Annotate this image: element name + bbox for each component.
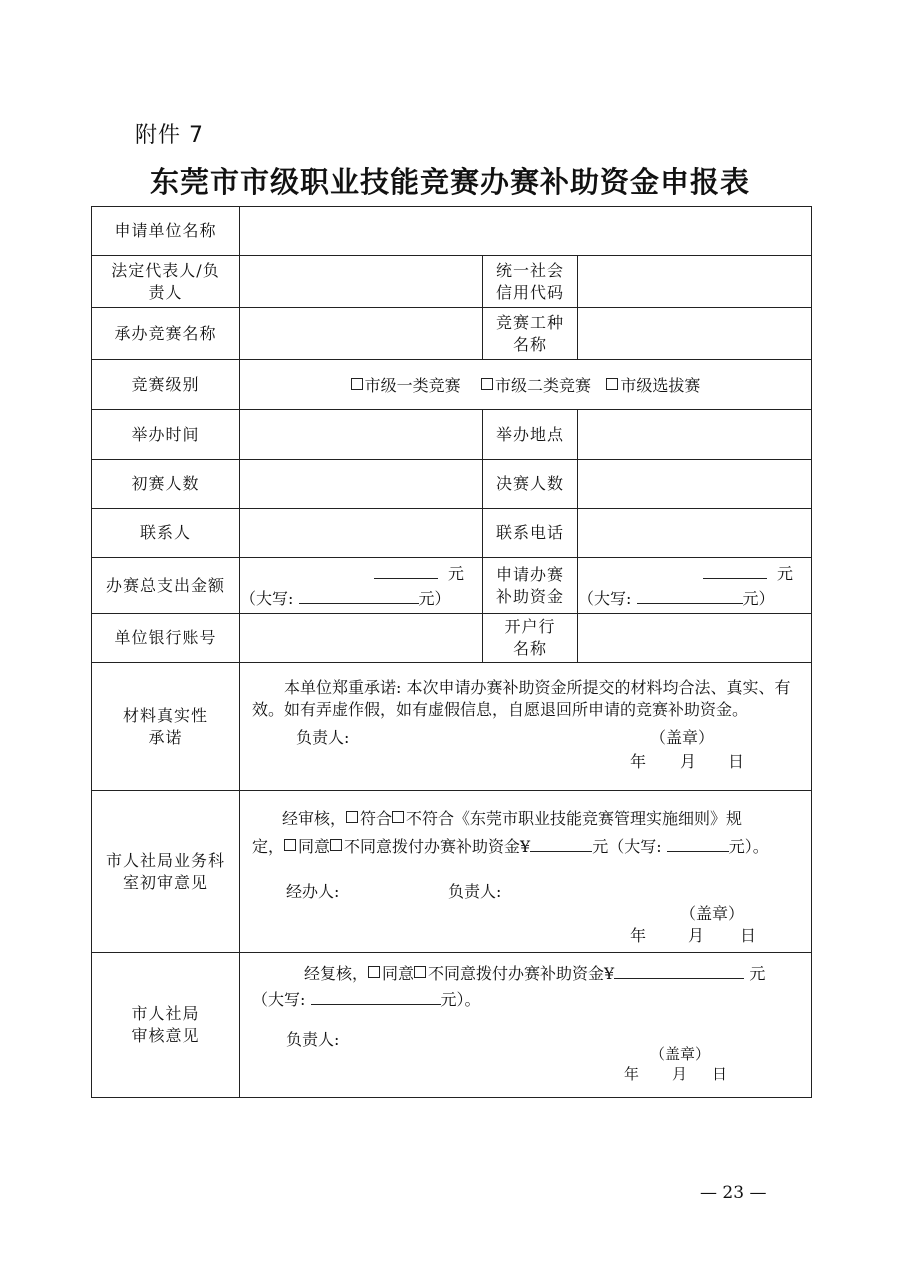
trade-name-field[interactable] <box>578 308 812 360</box>
level-option-3-text: 市级选拔赛 <box>620 376 701 395</box>
subsidy-field[interactable] <box>578 558 812 614</box>
subsidy-words-blank[interactable] <box>637 587 743 604</box>
year-label: 年 <box>624 1065 640 1083</box>
applicant-name-label: 申请单位名称 <box>92 207 240 256</box>
initial-review-label-line2: 室初审意见 <box>122 872 208 892</box>
month-label: 月 <box>680 752 697 771</box>
yuan-unit: 元 <box>777 563 794 583</box>
in-words-suffix: 元） <box>418 588 451 608</box>
row-legal-rep <box>92 256 812 308</box>
legal-rep-label-line2: 责人 <box>148 282 183 302</box>
yuan-unit: 元 <box>749 964 766 983</box>
day-label: 日 <box>728 752 745 771</box>
authenticity-label-line1: 材料真实性 <box>122 705 208 725</box>
contact-label: 联系人 <box>92 509 240 558</box>
bank-name-label <box>483 614 578 663</box>
disagree-pay-text: 不同意拨付办赛补助资金¥ <box>428 964 615 983</box>
credit-code-label-line2: 信用代码 <box>495 282 564 302</box>
final-review-label-line1: 市人社局 <box>131 1004 200 1023</box>
total-expense-amount-blank[interactable] <box>374 562 438 579</box>
agree-text: 同意 <box>298 837 331 856</box>
initial-review-p2-start: 定， <box>252 837 285 856</box>
phone-label: 联系电话 <box>483 509 578 558</box>
subsidy-label-line1: 申请办赛 <box>495 564 564 584</box>
bank-name-field[interactable] <box>578 614 812 663</box>
year-label: 年 <box>630 926 647 945</box>
subsidy-amount-blank[interactable] <box>703 562 767 579</box>
final-review-content <box>240 953 812 1098</box>
level-options <box>240 360 812 410</box>
legal-rep-label-line1: 法定代表人/负 <box>111 260 220 280</box>
bank-name-label-line1: 开户行 <box>504 617 556 636</box>
month-label: 月 <box>672 1065 688 1083</box>
seal-label: （盖章） <box>650 728 715 747</box>
seal-label: （盖章） <box>650 1045 711 1063</box>
level-option-2[interactable] <box>481 376 591 395</box>
yuan-close: 元）。 <box>728 837 769 856</box>
row-applicant <box>92 207 812 256</box>
row-amounts <box>92 558 812 614</box>
authenticity-label <box>92 663 240 791</box>
applicant-name-field[interactable] <box>240 207 812 256</box>
level-option-1-text: 市级一类竞赛 <box>364 376 461 395</box>
form-title: 东莞市市级职业技能竞赛办赛补助资金申报表 <box>149 165 750 199</box>
day-label: 日 <box>740 926 757 945</box>
authenticity-label-line2: 承诺 <box>148 727 183 747</box>
initial-amount-blank[interactable] <box>530 835 592 852</box>
row-level <box>92 360 812 410</box>
legal-rep-label <box>92 256 240 308</box>
not-conform-text: 不符合《东莞市职业技能竞赛管理实施细则》规 <box>406 809 743 828</box>
checkbox-icon[interactable] <box>330 839 342 851</box>
day-label: 日 <box>712 1065 728 1083</box>
handler-label: 经办人: <box>286 882 340 901</box>
disagree-pay-text: 不同意拨付办赛补助资金¥ <box>344 837 531 856</box>
final-review-label-line2: 审核意见 <box>131 1026 200 1045</box>
row-counts <box>92 460 812 509</box>
final-review-p1: 经复核， <box>304 964 369 983</box>
final-words-open: （大写: <box>252 990 306 1009</box>
responsible-person-label: 负责人: <box>448 882 502 901</box>
subsidy-label <box>483 558 578 614</box>
authenticity-text: 本单位郑重承诺: 本次申请办赛补助资金所提交的材料均合法、真实、有效。如有弄虚作假，如有虚假信息，自愿退回所申请的竞赛补助资金。 <box>252 678 791 719</box>
bank-name-label-line2: 名称 <box>512 639 547 658</box>
page-number: — 23 — <box>700 1183 767 1203</box>
attachment-label: 附件 7 <box>135 123 204 148</box>
checkbox-icon[interactable] <box>368 966 380 978</box>
initial-review-label-line1: 市人社局业务科 <box>105 850 225 870</box>
application-form-table <box>91 206 812 1098</box>
total-expense-words-blank[interactable] <box>299 587 419 604</box>
row-contact <box>92 509 812 558</box>
agree-text: 同意 <box>382 964 415 983</box>
checkbox-icon[interactable] <box>351 378 363 390</box>
prelim-count-label: 初赛人数 <box>92 460 240 509</box>
bank-account-field[interactable] <box>240 614 483 663</box>
trade-name-label-line2: 名称 <box>512 334 547 354</box>
final-count-label: 决赛人数 <box>483 460 578 509</box>
total-expense-field[interactable] <box>240 558 483 614</box>
legal-rep-field[interactable] <box>240 256 483 308</box>
row-competition <box>92 308 812 360</box>
trade-name-label-line1: 竞赛工种 <box>495 312 564 332</box>
subsidy-label-line2: 补助资金 <box>495 586 564 606</box>
row-final-review <box>92 953 812 1098</box>
row-bank <box>92 614 812 663</box>
final-count-field[interactable] <box>578 460 812 509</box>
level-option-1[interactable] <box>351 376 461 395</box>
total-expense-label: 办赛总支出金额 <box>92 558 240 614</box>
credit-code-label <box>483 256 578 308</box>
competition-name-field[interactable] <box>240 308 483 360</box>
prelim-count-field[interactable] <box>240 460 483 509</box>
checkbox-icon[interactable] <box>414 966 426 978</box>
authenticity-content <box>240 663 812 791</box>
phone-field[interactable] <box>578 509 812 558</box>
in-words-suffix: 元） <box>742 588 775 608</box>
yuan-close: 元）。 <box>440 990 481 1009</box>
final-words-blank[interactable] <box>311 988 441 1005</box>
checkbox-icon[interactable] <box>481 378 493 390</box>
year-label: 年 <box>630 752 647 771</box>
responsible-person-label: 负责人: <box>286 1030 340 1049</box>
level-label: 竞赛级别 <box>92 360 240 410</box>
checkbox-icon[interactable] <box>606 378 618 390</box>
competition-name-label: 承办竞赛名称 <box>92 308 240 360</box>
initial-words-blank[interactable] <box>667 835 729 852</box>
in-words-prefix: （大写: <box>578 588 632 608</box>
bank-account-label: 单位银行账号 <box>92 614 240 663</box>
responsible-person-label: 负责人: <box>296 728 350 747</box>
in-words-prefix: （大写: <box>240 588 294 608</box>
trade-name-label <box>483 308 578 360</box>
contact-field[interactable] <box>240 509 483 558</box>
final-review-label <box>92 953 240 1098</box>
yuan-words-open: 元（大写: <box>592 837 662 856</box>
level-option-3[interactable] <box>606 376 700 395</box>
checkbox-icon[interactable] <box>392 811 404 823</box>
checkbox-icon[interactable] <box>346 811 358 823</box>
credit-code-field[interactable] <box>578 256 812 308</box>
place-label: 举办地点 <box>483 410 578 460</box>
checkbox-icon[interactable] <box>284 839 296 851</box>
place-field[interactable] <box>578 410 812 460</box>
yuan-unit: 元 <box>447 563 464 583</box>
credit-code-label-line1: 统一社会 <box>495 260 564 280</box>
time-field[interactable] <box>240 410 483 460</box>
time-label: 举办时间 <box>92 410 240 460</box>
initial-review-p1: 经审核， <box>282 809 347 828</box>
initial-review-content <box>240 791 812 953</box>
final-amount-blank[interactable] <box>614 962 744 979</box>
initial-review-label <box>92 791 240 953</box>
seal-label: （盖章） <box>680 904 745 923</box>
row-time-place <box>92 410 812 460</box>
month-label: 月 <box>688 926 705 945</box>
row-authenticity <box>92 663 812 791</box>
level-option-2-text: 市级二类竞赛 <box>495 376 592 395</box>
conform-text: 符合 <box>360 809 393 828</box>
row-initial-review <box>92 791 812 953</box>
